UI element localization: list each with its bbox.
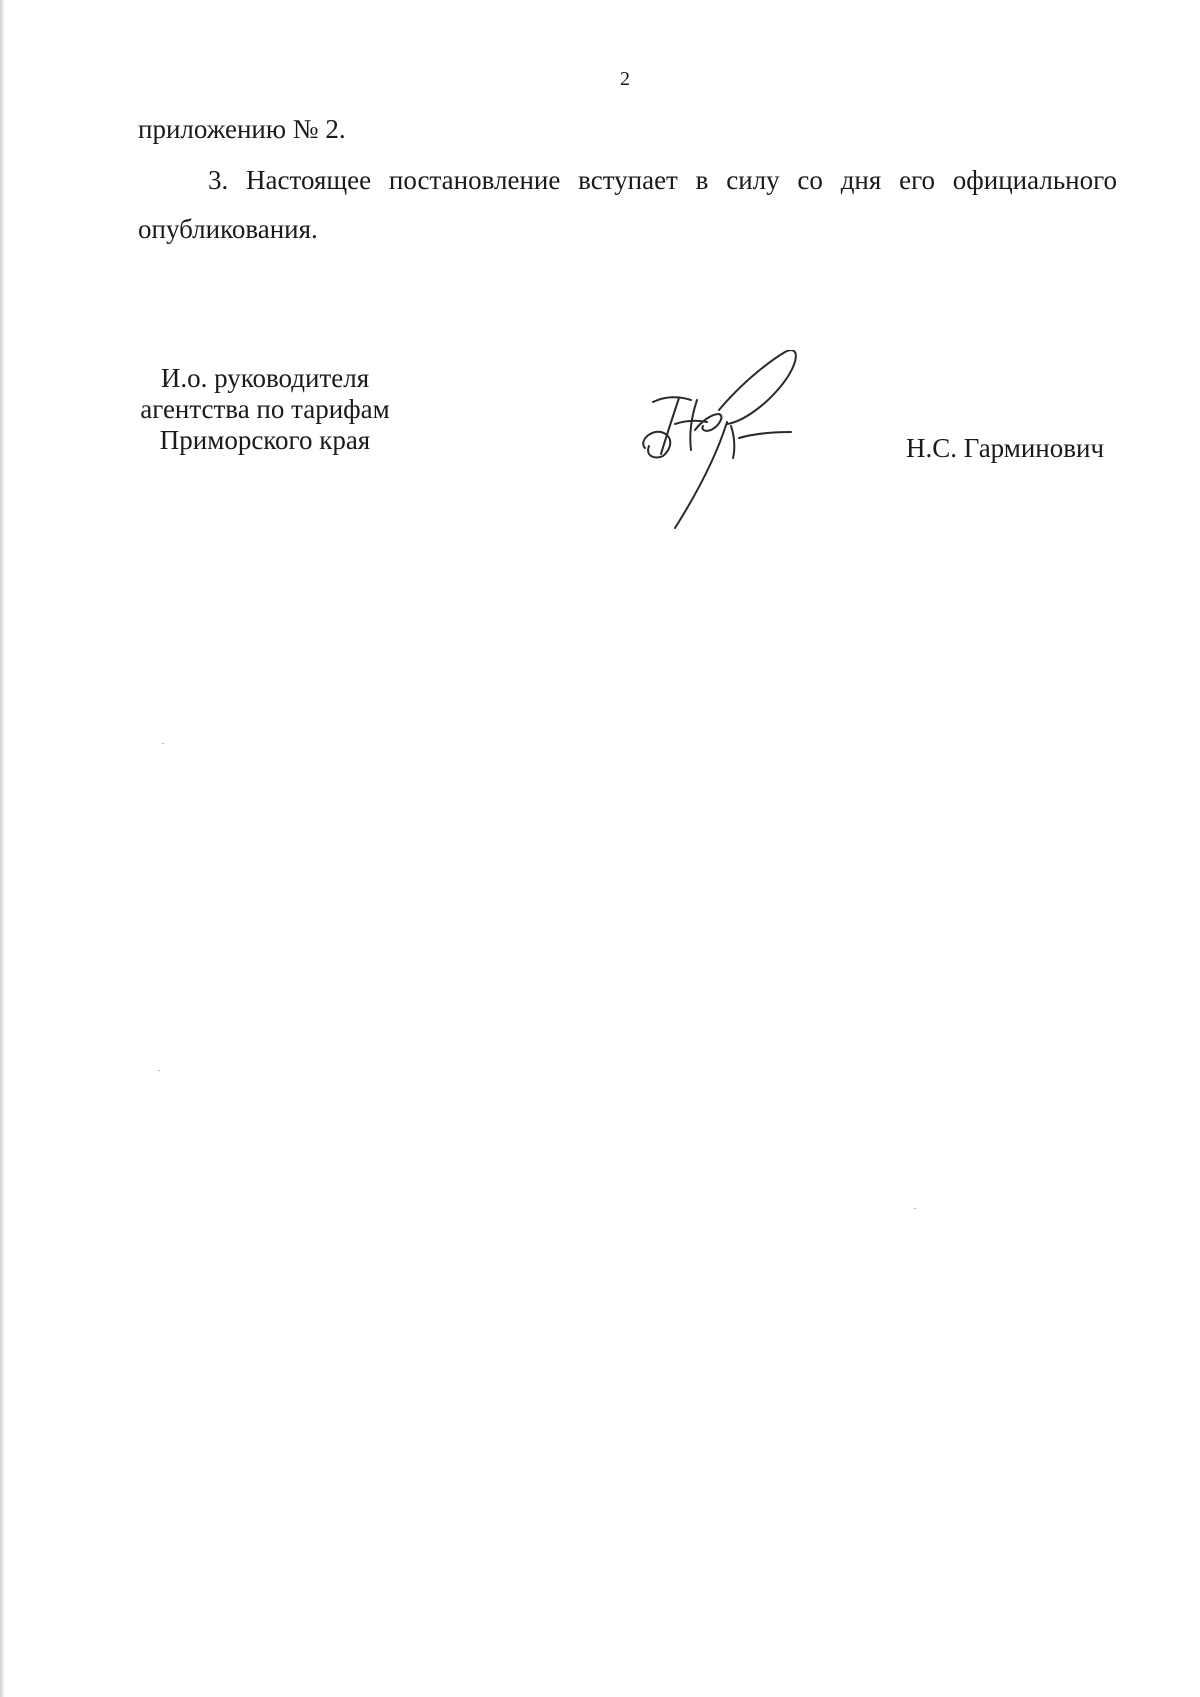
body-line: опубликования. xyxy=(138,214,318,244)
page-number: 2 xyxy=(620,68,630,90)
scan-edge xyxy=(0,0,5,1697)
signatory-position xyxy=(120,363,410,456)
position-line: И.о. руководителя xyxy=(160,363,370,393)
position-line: Приморского края xyxy=(159,425,371,455)
body-line: приложению № 2. xyxy=(138,114,346,144)
handwritten-signature xyxy=(635,350,805,530)
position-line: агентства по тарифам xyxy=(140,394,390,424)
body-paragraph-3: 3. Настоящее постановление вступает в силу со дня его официального xyxy=(208,165,1117,195)
signatory-name: Н.С. Гарминович xyxy=(906,433,1105,463)
